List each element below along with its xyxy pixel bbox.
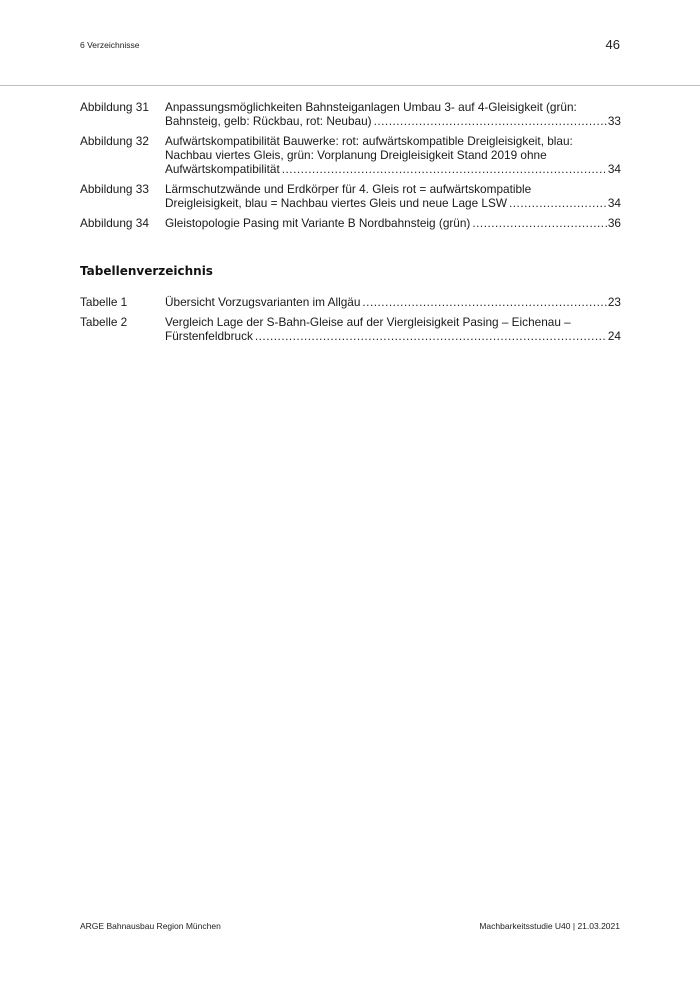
toc-entry-table-1[interactable] bbox=[80, 295, 621, 309]
tables-heading: Tabellenverzeichnis bbox=[80, 264, 213, 278]
entry-title-line: Nachbau viertes Gleis, grün: Vorplanung Dreigleisigkeit Stand 2019 ohne bbox=[165, 148, 547, 162]
figure-list bbox=[80, 100, 621, 236]
entry-title-line: Vergleich Lage der S-Bahn-Gleise auf der Viergleisigkeit Pasing – Eichenau – bbox=[165, 315, 571, 329]
page-number: 46 bbox=[605, 37, 620, 52]
entry-body bbox=[165, 295, 621, 309]
entry-body bbox=[165, 216, 621, 230]
entry-label: Abbildung 33 bbox=[80, 182, 149, 196]
dot-leader bbox=[509, 196, 607, 210]
entry-page-number: 24 bbox=[607, 329, 621, 343]
entry-page-number: 34 bbox=[607, 162, 621, 176]
entry-label: Abbildung 32 bbox=[80, 134, 149, 148]
entry-body bbox=[165, 134, 621, 176]
dot-leader bbox=[472, 216, 607, 230]
entry-title-line: Aufwärtskompatibilität Bauwerke: rot: aufwärtskompatible Dreigleisigkeit, blau: bbox=[165, 134, 573, 148]
entry-body bbox=[165, 182, 621, 210]
table-list bbox=[80, 295, 621, 349]
toc-entry-figure-33[interactable] bbox=[80, 182, 621, 210]
chapter-title: 6 Verzeichnisse bbox=[80, 40, 140, 50]
dot-leader bbox=[255, 329, 607, 343]
entry-title-line: Aufwärtskompatibilität bbox=[165, 162, 280, 176]
entry-label: Tabelle 2 bbox=[80, 315, 128, 329]
entry-title-line: Übersicht Vorzugsvarianten im Allgäu bbox=[165, 295, 361, 309]
entry-body bbox=[165, 100, 621, 128]
entry-title-line: Bahnsteig, gelb: Rückbau, rot: Neubau) bbox=[165, 114, 372, 128]
dot-leader bbox=[282, 162, 607, 176]
entry-label: Tabelle 1 bbox=[80, 295, 128, 309]
entry-label: Abbildung 31 bbox=[80, 100, 149, 114]
entry-page-number: 36 bbox=[607, 216, 621, 230]
entry-label: Abbildung 34 bbox=[80, 216, 149, 230]
entry-page-number: 33 bbox=[607, 114, 621, 128]
entry-title-line: Gleistopologie Pasing mit Variante B Nordbahnsteig (grün) bbox=[165, 216, 471, 230]
footer-organization: ARGE Bahnausbau Region München bbox=[80, 921, 221, 931]
dot-leader bbox=[374, 114, 607, 128]
toc-entry-table-2[interactable] bbox=[80, 315, 621, 343]
toc-entry-figure-31[interactable] bbox=[80, 100, 621, 128]
entry-page-number: 34 bbox=[607, 196, 621, 210]
header-divider bbox=[0, 85, 700, 86]
entry-page-number: 23 bbox=[607, 295, 621, 309]
entry-body bbox=[165, 315, 621, 343]
entry-title-line: Dreigleisigkeit, blau = Nachbau viertes Gleis und neue Lage LSW bbox=[165, 196, 507, 210]
entry-title-line: Lärmschutzwände und Erdkörper für 4. Gleis rot = aufwärtskompatible bbox=[165, 182, 532, 196]
footer-document-info: Machbarkeitsstudie U40 | 21.03.2021 bbox=[479, 921, 620, 931]
dot-leader bbox=[362, 295, 606, 309]
entry-title-line: Fürstenfeldbruck bbox=[165, 329, 253, 343]
toc-entry-figure-34[interactable] bbox=[80, 216, 621, 230]
entry-title-line: Anpassungsmöglichkeiten Bahnsteiganlagen Umbau 3- auf 4-Gleisigkeit (grün: bbox=[165, 100, 577, 114]
toc-entry-figure-32[interactable] bbox=[80, 134, 621, 176]
